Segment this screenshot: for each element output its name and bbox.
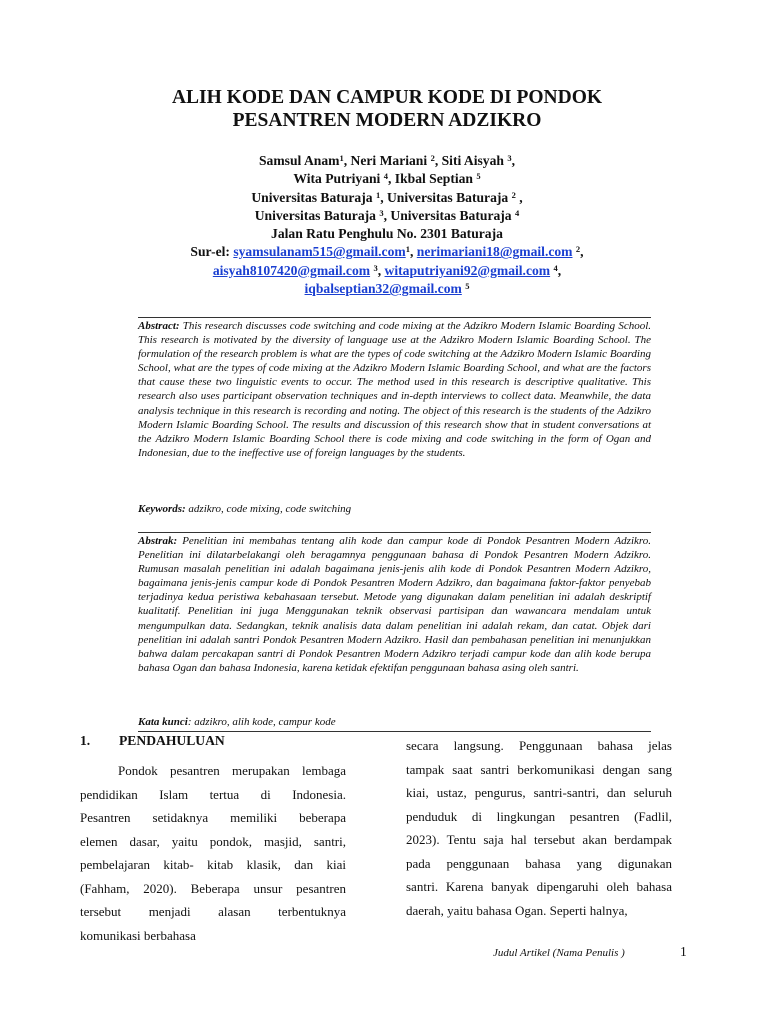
email-sup: 2 [575, 244, 581, 255]
author-sup: 1 [339, 153, 344, 163]
email-link[interactable]: witaputriyani92@gmail.com [384, 262, 551, 278]
body-column-left [80, 759, 346, 947]
email-sup: 1 [405, 244, 410, 255]
abstract-english [138, 319, 651, 460]
section-number: 1. [80, 733, 91, 748]
keywords-indonesian [138, 716, 336, 728]
email-link[interactable]: aisyah8107420@gmail.com [212, 262, 371, 278]
author-sup: 2 [430, 153, 435, 163]
body-line: kiai, ustaz, pengurus, santri-santri, dan seluruh [406, 785, 672, 800]
body-line: 2023). Tentu saja hal tersebut akan berdampak [406, 832, 672, 847]
abstract-label: Abstract: [138, 320, 180, 332]
separator: , [387, 171, 395, 187]
kata-kunci-text: : adzikro, alih kode, campur kode [187, 716, 336, 728]
section-heading [80, 733, 225, 749]
section-title: PENDAHULUAN [119, 733, 225, 748]
body-line: daerah, yaitu bahasa Ogan. Seperti halnya, [406, 902, 628, 918]
abstrak-label: Abstrak: [138, 535, 178, 547]
keywords-english [138, 503, 351, 515]
abstrak-text: Penelitian ini membahas tentang alih kode dan campur kode di Pondok Pesantren Modern Adzikro. Penelitian ini dilatarbelakangi oleh beragamnya penggunaan bahasa di Pondok Pesantren Modern Adzikro. Rumusan masalah penelitian ini adalah bagaimana jenis-jenis alih kode di Pondok Pesantren Modern Adzikro, bagaimana jenis-jenis campur kode di Pondok Pesantren Modern Adzikro, dan bagaimana faktor-faktor penyebab terjadinya kedua peristiwa kebahasaan tersebut. Metode yang digunakan dalam penelitian ini adalah deskriptif kualitatif. Penelitian ini juga Menggunakan teknik observasi partisipan dan wawancara mendalam untuk mengumpulkan data. Sedangkan, teknik analisis data dalam penelitian ini adalah rekam, dan catat. Objek dari penelitian ini adalah santri Pondok Pesantren Modern Adzikro. Hasil dan pembahasan penelitian ini menunjukkan bahwa dalam percakapan santri di Pondok Pesantren Modern Adzikro terjadi campur kode dan alih kode berupa bahasa Ogan dan bahasa Indonesia, karena ketidak efektifan penggunaan bahasa asing oleh santri. [138, 535, 652, 674]
author-name: Ikbal Septian [394, 171, 473, 187]
body-line: elemen dasar, yaitu pondok, masjid, santri, [80, 833, 346, 849]
body-line: Pesantren setidaknya memiliki beberapa [80, 810, 346, 825]
running-title: Judul Artikel (Nama Penulis ) [493, 947, 625, 959]
affiliation: Universitas Baturaja [386, 189, 509, 205]
author-name: Wita Putriyani [293, 171, 381, 187]
author-name: Neri Mariani [350, 153, 428, 168]
email-sup: 5 [465, 281, 470, 292]
email-line-3 [130, 280, 644, 298]
paper-title [120, 86, 654, 132]
keywords-text: adzikro, code mixing, code switching [188, 503, 352, 515]
email-line-2: aisyah8107420@gmail.com $^3$, witaputriyani92@gmail.com $^4$, [212, 262, 562, 278]
affiliation-sup: 1 [375, 189, 381, 200]
separator: , [511, 153, 515, 168]
separator: , [380, 189, 387, 205]
author-sup: 5 [476, 171, 481, 182]
separator: , [434, 153, 442, 168]
body-line: (Fahham, 2020). Beberapa unsur pesantren [80, 880, 346, 896]
affiliation: Universitas Baturaja [251, 189, 373, 205]
body-line: pembelajaran kitab- kitab klasik, dan kiai [80, 857, 346, 872]
kata-kunci-label: Kata kunci [138, 716, 188, 728]
abstract-bottom-rule [138, 731, 651, 732]
abstract-top-rule [138, 317, 651, 318]
body-line: tersebut menjadi alasan terbentuknya [80, 904, 346, 919]
email-sup: 4 [553, 262, 558, 273]
author-name: Samsul Anam [259, 153, 340, 168]
author-sup: 3 [507, 153, 512, 163]
abstract-indonesian [138, 534, 651, 675]
affiliation: Universitas Baturaja [254, 207, 376, 223]
affiliation-line-2 [130, 207, 644, 225]
body-line: Pondok pesantren merupakan lembaga [118, 763, 346, 778]
separator: , [519, 189, 523, 205]
body-line: penduduk di lingkungan pesantren (Fadlil, [406, 808, 672, 824]
page-number: 1 [680, 944, 687, 959]
affiliation-sup: 4 [515, 207, 520, 218]
author-block [130, 152, 644, 298]
email-label: Sur-el: [190, 244, 234, 260]
email-line-1: Sur-el: syamsulanam515@gmail.com$^1$, nerimariani18@gmail.com $^2$, [190, 244, 584, 260]
body-line: santri. Karena banyak dipengaruhi oleh bahasa [406, 879, 672, 894]
body-line: komunikasi berbahasa [80, 927, 196, 943]
email-sup: 3 [373, 262, 378, 273]
body-line: pada penggunaan bahasa yang digunakan [406, 855, 672, 871]
abstrak-top-rule [138, 532, 651, 533]
title-line-1: ALIH KODE DAN CAMPUR KODE DI PONDOK [171, 87, 603, 108]
email-link[interactable]: nerimariani18@gmail.com [416, 244, 573, 260]
author-name: Siti Aisyah [441, 153, 504, 168]
affiliation-sup: 2 [511, 189, 516, 200]
keywords-label: Keywords: [138, 503, 186, 515]
body-column-right [406, 734, 672, 922]
body-line: pendidikan Islam tertua di Indonesia. [80, 786, 346, 802]
address-line: Jalan Ratu Penghulu No. 2301 Baturaja [271, 226, 503, 242]
authors-line-2 [130, 170, 644, 188]
abstract-text: This research discusses code switching and code mixing at the Adzikro Modern Islamic Boarding School. This research is motivated by the diversity of language use at the Adzikro Modern Islamic Boarding School. The formulation of the research problem is what are the types of code switching at the Adzikro Modern Islamic Boarding School, what are the types of code mixing at the Adzikro Modern Islamic Boarding School, and what are the factors that cause these two linguistic events to occur. The method used in this research is descriptive qualitative. This research also uses participant observation techniques and in-depth interviews to collect data. Meanwhile, the data analysis technique in this research is recording and noting. The object of this research is the students of the Adzikro Modern Islamic Boarding School. The results and discussion of this research show that in student conversations at the Adzikro Modern Islamic Boarding School there is code mixing and code switching in the form of Ogan and Indonesian, due to the ineffective use of foreign languages by the students. [138, 320, 652, 459]
affiliation-line-1 [130, 189, 644, 207]
authors-line-1 [130, 152, 644, 170]
email-link[interactable]: iqbalseptian32@gmail.com [304, 281, 462, 297]
body-line: tampak saat santri berkomunikasi dengan sang [406, 761, 672, 777]
email-link[interactable]: syamsulanam515@gmail.com [233, 244, 406, 260]
title-line-2: PESANTREN MODERN ADZIKRO [232, 110, 542, 131]
separator: , [343, 153, 351, 168]
affiliation: Universitas Baturaja [390, 207, 512, 223]
author-sup: 4 [383, 171, 388, 182]
affiliation-sup: 3 [379, 207, 384, 218]
separator: , [383, 207, 391, 223]
body-line: secara langsung. Penggunaan bahasa jelas [406, 738, 672, 753]
